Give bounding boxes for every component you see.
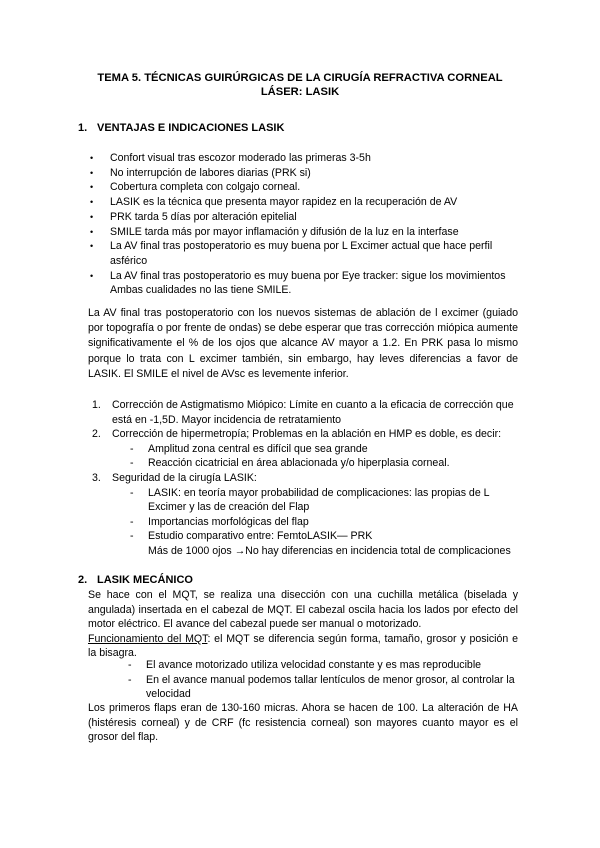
section-1-number: 1. xyxy=(78,122,88,134)
numbered-item: 1. Corrección de Astigmatismo Miópico: Límite en cuanto a la eficacia de corrección que está en -1,5D. Mayor incidencia de retratamiento xyxy=(92,399,514,426)
numbered-item: 2. Corrección de hipermetropía; Problemas en la ablación en HMP es doble, es decir: - Amplitud zona central es difícil que sea grande - Reacción cicatricial en área ablacionada y/o hiperplasia corneal. xyxy=(92,427,522,471)
dash-icon: - xyxy=(128,659,132,671)
bullet-icon: • xyxy=(90,211,94,222)
dash-icon: - xyxy=(130,442,134,455)
bullet-icon: • xyxy=(90,197,94,208)
list-item: • SMILE tarda más por mayor inflamación y difusión de la luz en la interfase xyxy=(90,225,459,238)
numbered-item: 3. Seguridad de la cirugía LASIK: - LASIK: en teoría mayor probabilidad de complicaciones: las propias de L Excimer y las de creación del Flap - Importancias morfológicas del flap - Estudio comparativo entre: FemtoLASIK— PRK Más de 1000 ojos →No hay diferencias en incidencia total de complicaciones xyxy=(92,471,522,559)
comparison-result: Más de 1000 ojos →No hay diferencias en incidencia total de complicaciones xyxy=(148,544,511,557)
section-2-title: LASIK MECÁNICO xyxy=(97,574,193,586)
dash-item: - LASIK: en teoría mayor probabilidad de complicaciones: las propias de L Excimer y las de creación del Flap xyxy=(130,486,490,514)
dash-item: - Estudio comparativo entre: FemtoLASIK— PRK xyxy=(130,530,373,543)
dash-icon: - xyxy=(128,673,132,686)
list-item: • Cobertura completa con colgajo corneal. xyxy=(90,181,301,194)
bullet-icon: • xyxy=(90,182,94,193)
section-2-heading xyxy=(78,573,193,587)
list-item: • La AV final tras postoperatorio es muy buena por Eye tracker: sigue los movimientos Ambas cualidades no las tiene SMILE. xyxy=(90,269,506,297)
section-1-heading xyxy=(78,121,284,135)
dash-item: - El avance motorizado utiliza velocidad constante y es mas reproducible xyxy=(128,659,482,671)
mqt-section xyxy=(88,588,518,661)
funcionamiento-label: Funcionamiento del MQT xyxy=(88,632,208,645)
dash-icon: - xyxy=(130,530,134,543)
dash-icon: - xyxy=(130,457,134,470)
paragraph-av-final: La AV final tras postoperatorio con los nuevos sistemas de ablación de l excimer (guiado por topografía o por frente de ondas) se debe esperar que tras corrección miópica aumente significativamente el % de los ojos que alcance AV mayor a 1.2. En PRK pasa lo mismo porque lo trata con L excimer también, sin embargo, hay leves diferencias a favor de LASIK. El SMILE el nivel de AVsc es levemente inferior. xyxy=(88,307,518,380)
paragraph-funcionamiento: Funcionamiento del MQT: el MQT se diferencia según forma, tamaño, grosor y posición e la bisagra. xyxy=(88,632,519,660)
bullet-icon: • xyxy=(90,167,94,178)
paragraph-mqt: Se hace con el MQT, se realiza una disección con una cuchilla metálica (biselada y angulada) insertada en el cabezal de MQT. El cabezal oscila hacia los lados por efecto del motor eléctrico. El avance del cabezal puede ser manual o motorizado. xyxy=(88,589,518,631)
dash-icon: - xyxy=(130,515,134,528)
dash-icon: - xyxy=(130,486,134,499)
section-1-title: VENTAJAS E INDICACIONES LASIK xyxy=(97,122,285,134)
dash-item: - Amplitud zona central es difícil que sea grande xyxy=(130,442,368,455)
bullet-icon: • xyxy=(90,153,94,163)
section-2-number: 2. xyxy=(78,574,88,586)
title-line-1: TEMA 5. TÉCNICAS GUIRÚRGICAS DE LA CIRUGÍA REFRACTIVA CORNEAL xyxy=(97,72,503,84)
dash-item: - Importancias morfológicas del flap xyxy=(130,515,309,528)
mqt-dash-list xyxy=(90,658,520,702)
bullet-icon: • xyxy=(90,226,94,237)
advantages-list xyxy=(90,151,510,298)
bullet-icon: • xyxy=(90,241,94,252)
document-title xyxy=(60,71,540,99)
title-line-2: LÁSER: LASIK xyxy=(260,86,340,98)
list-item: • La AV final tras postoperatorio es muy buena por L Excimer actual que hace perfil asférico xyxy=(90,240,493,267)
list-item: • Confort visual tras escozor moderado las primeras 3-5h xyxy=(90,152,371,164)
dash-item: - Reacción cicatricial en área ablacionada y/o hiperplasia corneal. xyxy=(130,457,450,470)
list-item: • No interrupción de labores diarias (PRK si) xyxy=(90,166,311,179)
dash-item: - En el avance manual podemos tallar lentículos de menor grosor, al controlar la velocidad xyxy=(128,673,515,701)
list-item: • LASIK es la técnica que presenta mayor rapidez en la recuperación de AV xyxy=(90,196,458,209)
numbered-list xyxy=(92,398,522,559)
list-item: • PRK tarda 5 días por alteración epitelial xyxy=(90,210,297,223)
paragraph-flaps: Los primeros flaps eran de 130-160 micras. Ahora se hacen de 100. La alteración de HA (histéresis corneal) y de CRF (fc resistencia corneal) son mayores cuanto mayor es el grosor del flap. xyxy=(88,702,518,744)
bullet-icon: • xyxy=(90,270,94,281)
